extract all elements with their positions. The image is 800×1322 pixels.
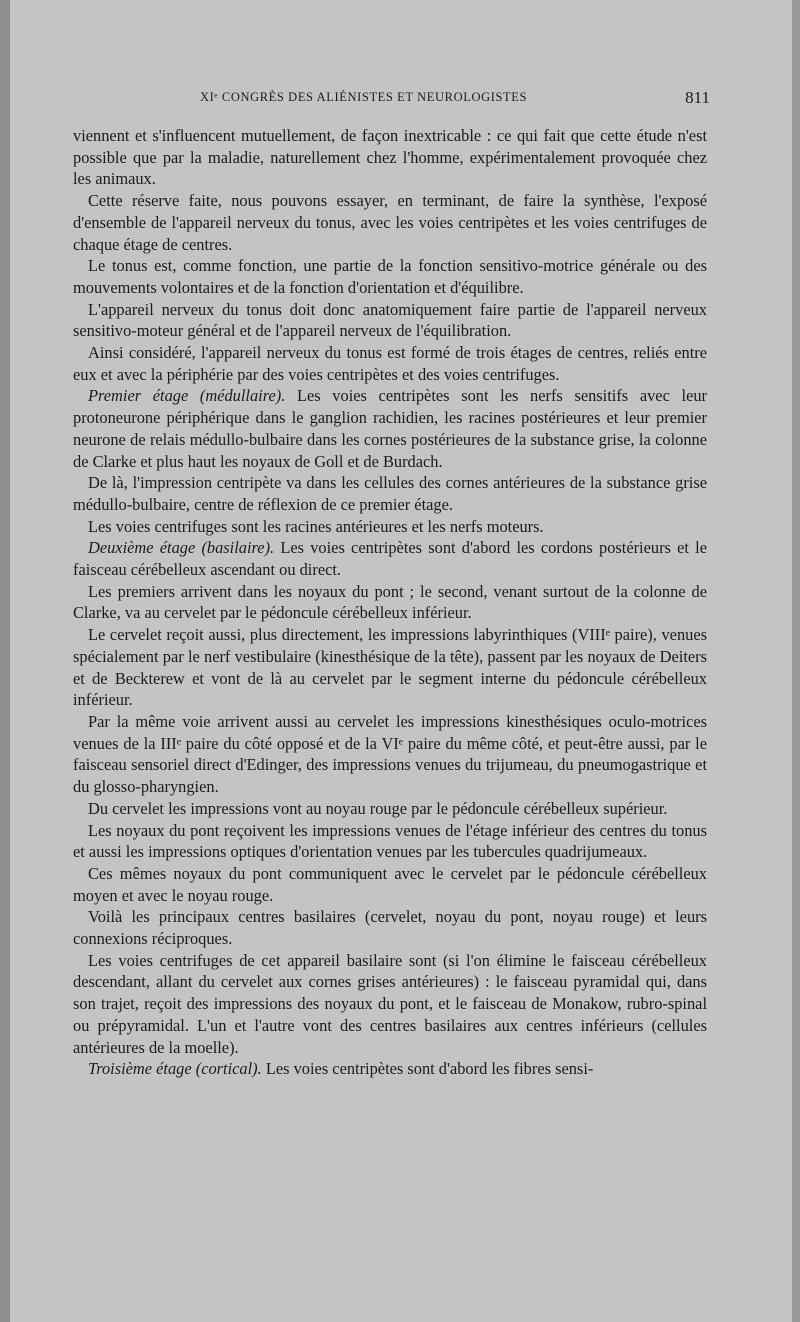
paragraph: L'appareil nerveux du tonus doit donc anatomiquement faire partie de l'appareil nerveux sensitivo-moteur général et de l'appareil nerveux de l'équilibration. [73,299,707,341]
section-lead: Troisième étage (cortical). [88,1059,262,1079]
page-right-edge-shadow [792,0,800,1322]
paragraph: Cette réserve faite, nous pouvons essayer, en terminant, de faire la synthèse, l'exposé d'ensemble de l'appareil nerveux du tonus, avec les voies centripètes et les voies centrifuges de chaque étage de centres. [73,191,707,254]
paragraph: viennent et s'influencent mutuellement, de façon inextricable : ce qui fait que cette étude n'est possible que par la maladie, naturellement chez l'homme, expérimentalement provoquée chez les animaux. [73,126,707,189]
paragraph: Le tonus est, comme fonction, une partie de la fonction sensitivo-motrice générale ou des mouvements volontaires et de la fonction d'orientation et d'équilibre. [73,256,707,297]
page-header [200,88,710,110]
paragraph: Les voies centrifuges de cet appareil basilaire sont (si l'on élimine le faisceau cérébelleux descendant, allant du cervelet aux cornes grises antérieures) : le faisceau pyramidal qui, dans son trajet, reçoit des impressions des noyaux du pont, et le faisceau de Monakow, rubro-spinal ou prépyramidal. L'un et l'autre vont des centres basilaires aux centres inférieurs (cellules antérieures de la moelle). [73,950,707,1057]
paragraph: Premier étage (médullaire). Les voies centripètes sont les nerfs sensitifs avec leur protoneurone périphérique dans le ganglion rachidien, les racines postérieures et leur premier neurone de relais médullo-bulbaire dans les cornes postérieures de la substance grise, la colonne de Clarke et plus haut les noyaux de Goll et de Burdach. [73,386,707,471]
running-head: XIᵉ CONGRÈS DES ALIÉNISTES ET NEUROLOGISTES [200,90,528,104]
page-number: 811 [685,88,710,107]
body-text [73,125,707,1080]
paragraph: Par la même voie arrivent aussi au cervelet les impressions kinesthésiques oculo-motrices venues de la IIIᵉ paire du côté opposé et de la VIᵉ paire du même côté, et peut-être aussi, par le faisceau sensoriel direct d'Edinger, des impressions venues du trijumeau, du pneumogastrique et du glosso-pharyngien. [73,711,707,797]
page-left-edge-shadow [0,0,10,1322]
paragraph: Les premiers arrivent dans les noyaux du pont ; le second, venant surtout de la colonne de Clarke, va au cervelet par le pédoncule cérébelleux inférieur. [73,581,707,623]
section-lead: Deuxième étage (basilaire). [88,538,275,558]
paragraph: Voilà les principaux centres basilaires (cervelet, noyau du pont, noyau rouge) et leurs connexions réciproques. [73,907,707,949]
paragraph: Ainsi considéré, l'appareil nerveux du tonus est formé de trois étages de centres, reliés entre eux et avec la périphérie par des voies centripètes et des voies centrifuges. [73,343,707,384]
paragraph: Le cervelet reçoit aussi, plus directement, les impressions labyrinthiques (VIIIᵉ paire), venues spécialement par le nerf vestibulaire (kinesthésique de la tête), passent par les noyaux de Deiters et de Beckterew et vont de là au cervelet par le segment interne du pédoncule cérébelleux inférieur. [73,625,707,710]
paragraph: De là, l'impression centripète va dans les cellules des cornes antérieures de la substance grise médullo-bulbaire, centre de réflexion de ce premier étage. [73,473,707,514]
paragraph: Les voies centrifuges sont les racines antérieures et les nerfs moteurs. [88,516,544,536]
paragraph: Troisième étage (cortical). Les voies centripètes sont d'abord les fibres sensi- [88,1059,594,1079]
paragraph: Ces mêmes noyaux du pont communiquent avec le cervelet par le pédoncule cérébelleux moyen et avec le noyau rouge. [73,863,707,905]
paragraph: Les noyaux du pont reçoivent les impressions venues de l'étage inférieur des centres du tonus et aussi les impressions optiques d'orientation venues par les tubercules quadrijumeaux. [73,820,707,862]
paragraph: Deuxième étage (basilaire). Les voies centripètes sont d'abord les cordons postérieurs et le faisceau cérébelleux ascendant ou direct. [73,538,707,580]
section-lead: Premier étage (médullaire). [88,386,286,406]
paragraph: Du cervelet les impressions vont au noyau rouge par le pédoncule cérébelleux supérieur. [88,798,668,818]
